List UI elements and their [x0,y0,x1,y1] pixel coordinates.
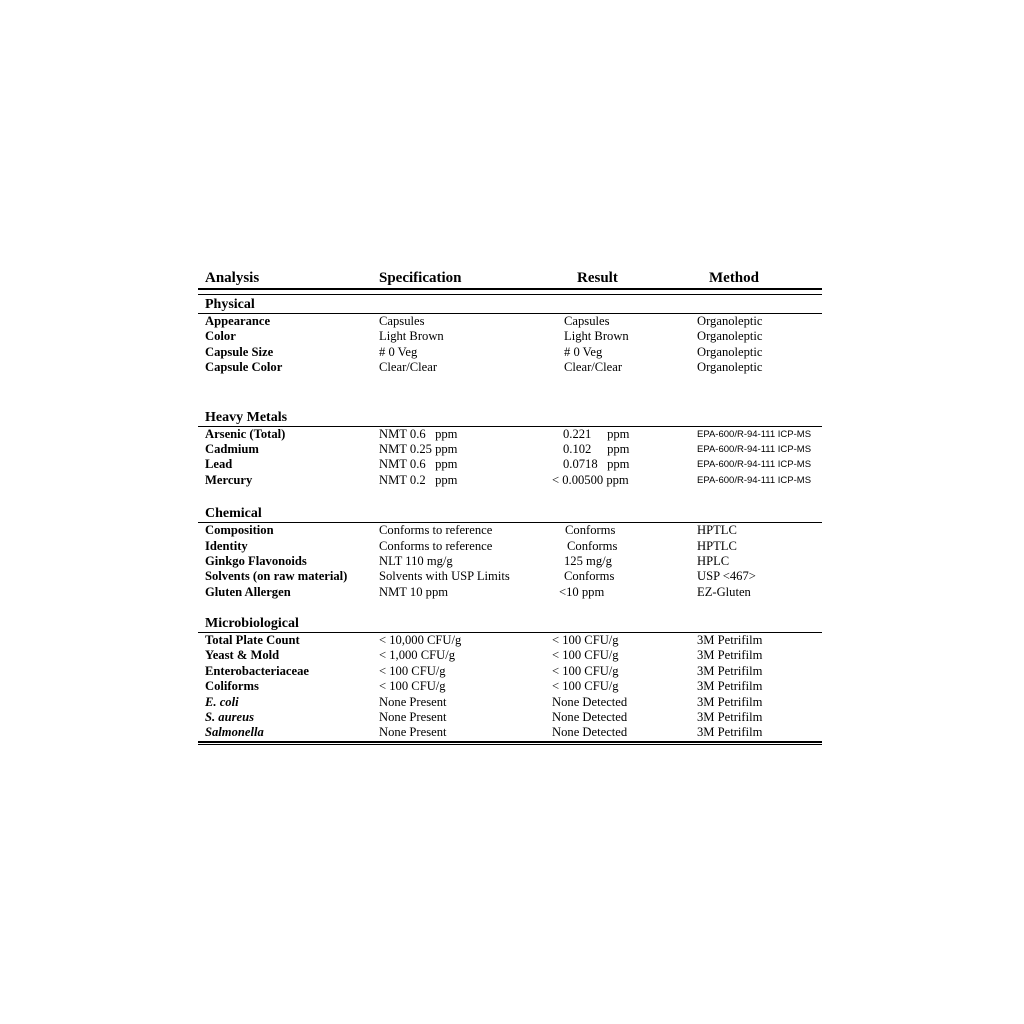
cell-method: 3M Petrifilm [697,710,763,725]
table-row [198,569,822,584]
cell-result: < 100 CFU/g [552,633,619,648]
cell-analysis: Gluten Allergen [205,584,291,599]
cell-specification: NMT 0.25 ppm [379,441,458,456]
table-row [198,664,822,679]
cell-analysis: Cadmium [205,441,259,456]
cell-method: EPA-600/R-94-111 ICP-MS [697,459,812,471]
table-row [198,329,822,344]
cell-result: # 0 Veg [564,344,603,359]
cell-method: 3M Petrifilm [697,648,763,663]
cell-method: HPLC [697,553,730,568]
table-row [198,314,822,329]
table-row [198,554,822,569]
cell-method: EPA-600/R-94-111 ICP-MS [697,474,812,486]
table-row [198,539,822,554]
cell-analysis: Capsule Color [205,360,283,375]
cell-analysis: Lead [205,457,233,472]
cell-specification: NMT 0.6 ppm [379,457,458,472]
cell-method: EZ-Gluten [697,584,751,599]
cell-analysis: Salmonella [205,725,264,740]
table-row [198,473,822,488]
cell-result: Conforms [565,523,616,538]
cell-result: None Detected [552,694,628,709]
cell-result: < 100 CFU/g [552,663,619,678]
section-title: Microbiological [205,616,299,632]
table-row [198,585,822,600]
table-row [198,442,822,457]
header-specification: Specification [379,270,462,286]
cell-result: 125 mg/g [564,553,612,568]
cell-specification: Clear/Clear [379,360,438,375]
cell-result: 0.102 ppm [563,441,630,456]
cell-analysis: Yeast & Mold [205,648,280,663]
cell-specification: < 1,000 CFU/g [379,648,456,663]
table-bottom-double-rule [198,741,822,745]
cell-method: EPA-600/R-94-111 ICP-MS [697,443,812,455]
cell-specification: Solvents with USP Limits [379,569,510,584]
section-heavy-metals [198,410,822,489]
cell-specification: < 10,000 CFU/g [379,633,462,648]
cell-result: Light Brown [564,329,629,344]
cell-specification: None Present [379,694,447,709]
table-row [198,345,822,360]
section-title: Physical [205,297,255,312]
table-row [198,648,822,663]
cell-analysis: Enterobacteriaceae [205,663,309,678]
table-row [198,427,822,442]
cell-result: Capsules [564,314,610,328]
cell-analysis: Color [205,329,236,344]
cell-method: 3M Petrifilm [697,663,763,678]
cell-specification: Light Brown [379,329,444,344]
cell-method: 3M Petrifilm [697,679,763,694]
cell-result: Conforms [564,569,615,584]
table-row [198,725,822,740]
cell-result: < 100 CFU/g [552,679,619,694]
cell-result: < 100 CFU/g [552,648,619,663]
cell-method: HPTLC [697,523,737,538]
cell-analysis: Ginkgo Flavonoids [205,553,307,568]
cell-method: Organoleptic [697,360,763,375]
section-title: Heavy Metals [205,409,288,425]
cell-specification: < 100 CFU/g [379,663,446,678]
cell-result: 0.221 ppm [563,426,630,441]
cell-method: EPA-600/R-94-111 ICP-MS [697,428,812,440]
cell-analysis: E. coli [205,694,239,709]
table-header [198,266,822,288]
cell-specification: Conforms to reference [379,538,493,553]
table-row [198,457,822,472]
header-method: Method [709,270,759,286]
section-microbiological [198,616,822,741]
cell-specification: # 0 Veg [379,344,418,359]
cell-analysis: Coliforms [205,679,259,694]
cell-analysis: Appearance [205,314,271,328]
cell-method: 3M Petrifilm [697,633,763,648]
cell-specification: None Present [379,725,447,740]
table-row [198,523,822,538]
cell-specification: NMT 0.2 ppm [379,472,458,487]
cell-specification: < 100 CFU/g [379,679,446,694]
cell-analysis: Mercury [205,472,253,487]
cell-method: USP <467> [697,569,756,584]
header-result: Result [577,270,618,286]
cell-specification: NMT 0.6 ppm [379,426,458,441]
cell-specification: Conforms to reference [379,523,493,538]
section-physical [198,297,822,376]
cell-analysis: S. aureus [205,710,254,725]
header-double-rule [198,288,822,295]
cell-specification: Capsules [379,314,425,328]
cell-result: Clear/Clear [564,360,623,375]
cell-analysis: Capsule Size [205,344,274,359]
cell-analysis: Solvents (on raw material) [205,569,348,584]
cell-analysis: Arsenic (Total) [205,426,286,441]
cell-method: Organoleptic [697,344,763,359]
cell-method: Organoleptic [697,329,763,344]
cell-result: <10 ppm [559,584,605,599]
table-row [198,710,822,725]
cell-analysis: Identity [205,538,248,553]
section-chemical [198,506,822,600]
certificate-of-analysis-table [198,266,822,745]
cell-result: < 0.00500 ppm [552,472,629,487]
table-row [198,695,822,710]
cell-result: 0.0718 ppm [563,457,630,472]
cell-specification: NLT 110 mg/g [379,553,453,568]
table-row [198,679,822,694]
cell-method: 3M Petrifilm [697,725,763,740]
table-row [198,360,822,375]
cell-specification: None Present [379,710,447,725]
section-title: Chemical [205,506,262,522]
cell-result: Conforms [567,538,618,553]
cell-method: HPTLC [697,538,737,553]
cell-analysis: Composition [205,523,274,538]
cell-result: None Detected [552,710,628,725]
cell-specification: NMT 10 ppm [379,584,449,599]
table-row [198,633,822,648]
cell-analysis: Total Plate Count [205,633,300,648]
cell-result: None Detected [552,725,628,740]
cell-method: Organoleptic [697,314,763,328]
header-analysis: Analysis [205,270,260,286]
cell-method: 3M Petrifilm [697,694,763,709]
